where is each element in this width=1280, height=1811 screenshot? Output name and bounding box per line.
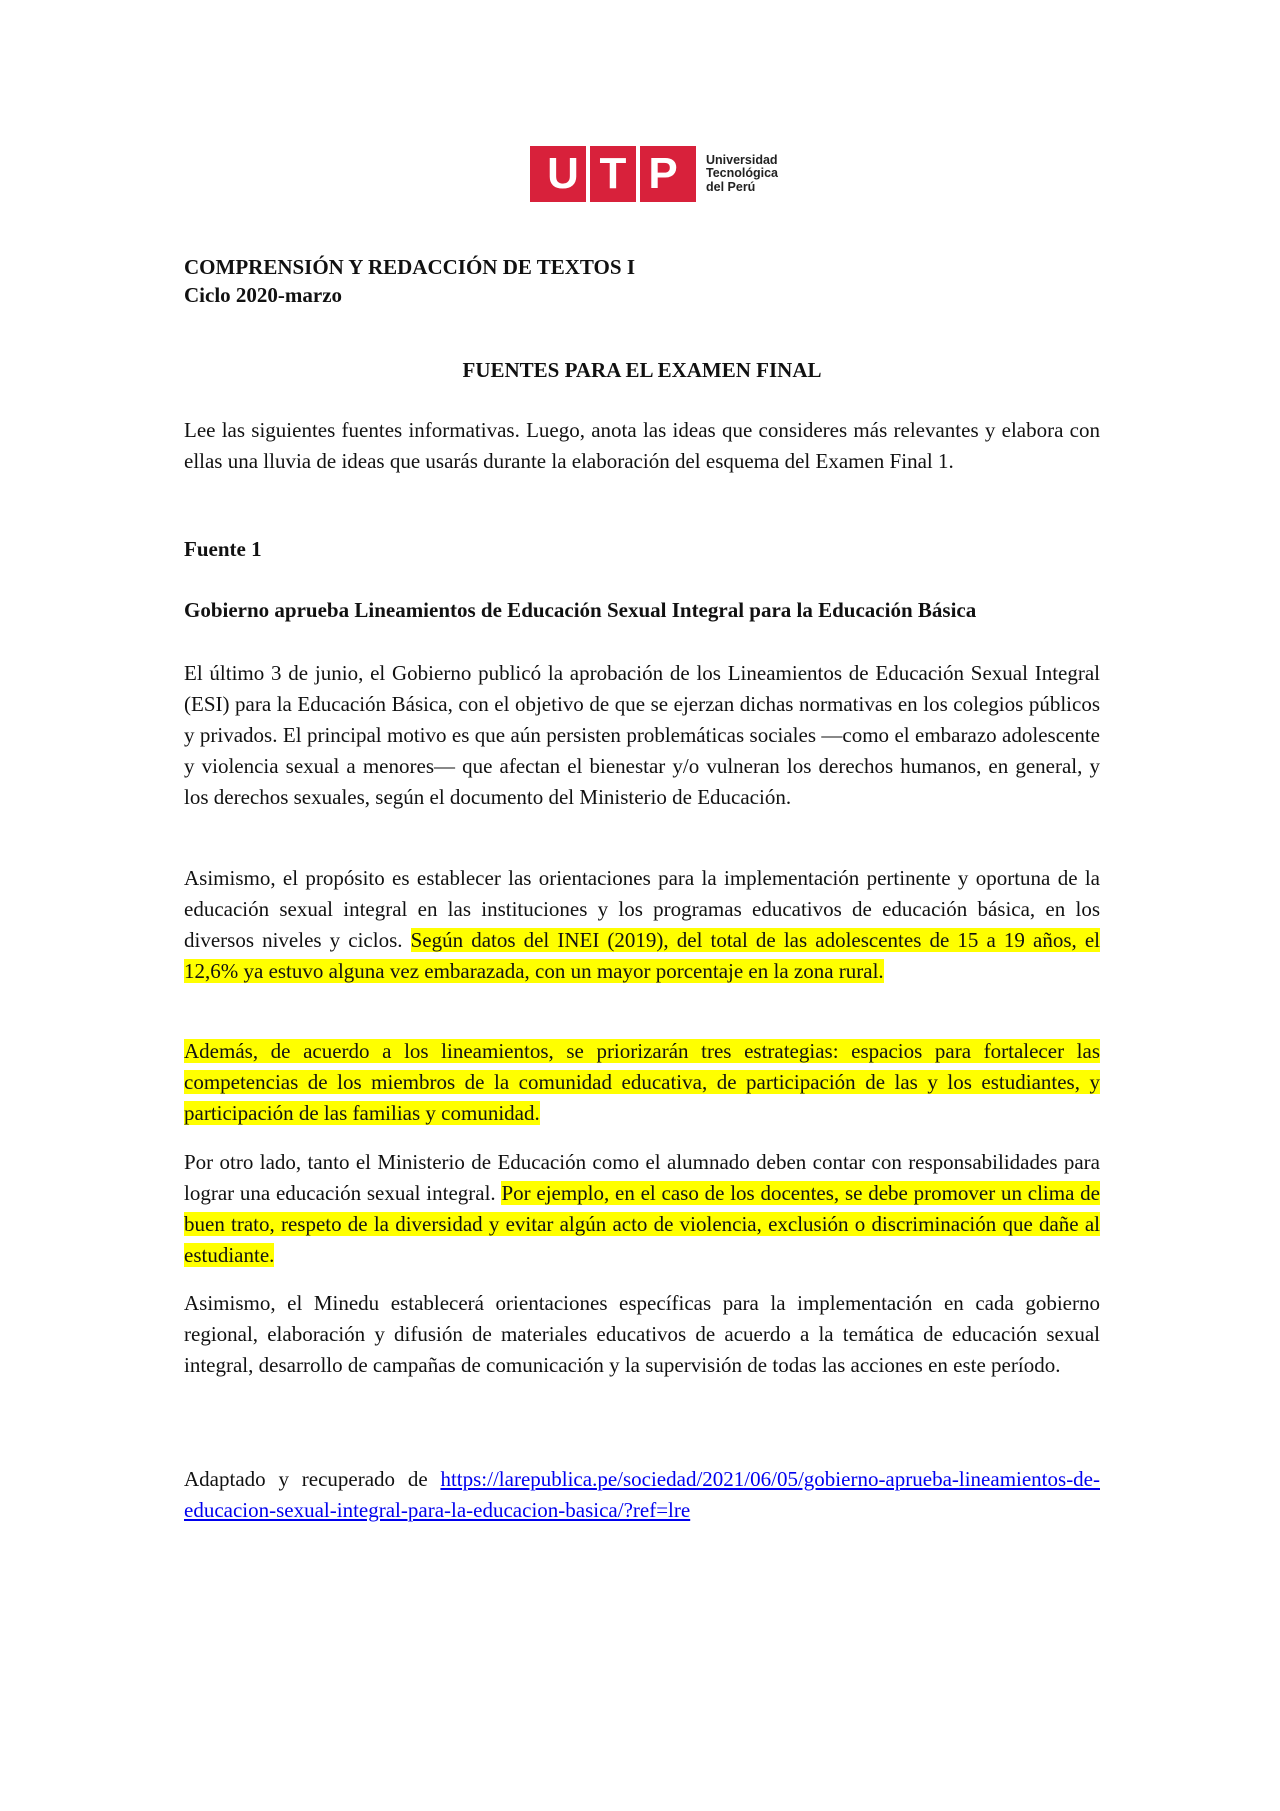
article-headline: Gobierno aprueba Lineamientos de Educación Sexual Integral para la Educación Básica bbox=[184, 598, 977, 622]
page-title: FUENTES PARA EL EXAMEN FINAL bbox=[462, 358, 822, 382]
logo-letter-t: T bbox=[599, 149, 627, 198]
article-paragraph-1: El último 3 de junio, el Gobierno publicó la aprobación de los Lineamientos de Educación Sexual Integral (ESI) para la Educación Básica, con el objetivo de que se ejerzan dichas normativas en los colegios públicos y privados. El principal motivo es que aún persisten problemáticas sociales —como el embarazo adolescente y violencia sexual a menores— que afectan el bienestar y/o vulneran los derechos humanos, en general, y los derechos sexuales, según el documento del Ministerio de Educación. bbox=[184, 661, 1100, 809]
source-label: Fuente 1 bbox=[184, 537, 262, 561]
logo-letter-u: U bbox=[547, 149, 579, 198]
source-link[interactable]: https://larepublica.pe/sociedad/2021/06/05/gobierno-aprueba-lineamientos-de-educacion-sexual-integral-para-la-educacion-basica/?ref=lre bbox=[184, 1467, 1100, 1522]
utp-logo bbox=[530, 146, 778, 202]
article-paragraph-5: Asimismo, el Minedu establecerá orientaciones específicas para la implementación en cada gobierno regional, elaboración y difusión de materiales educativos de acuerdo a la temática de educación sexual integral, desarrollo de campañas de comunicación y la supervisión de todas las acciones en este período. bbox=[184, 1291, 1100, 1377]
attribution bbox=[184, 1464, 1100, 1526]
course-cycle: Ciclo 2020-marzo bbox=[184, 283, 343, 307]
logo-wordmark: Universidad Tecnológica del Perú bbox=[706, 152, 779, 194]
logo-letter-p: P bbox=[648, 149, 678, 198]
article-paragraph-3 bbox=[184, 1036, 1100, 1129]
paragraph-text: Asimismo, el propósito es establecer las orientaciones para la implementación pertinente y oportuna de la educación sexual integral en las instituciones y los programas educativos de educación básica, en los diversos niveles y ciclos. bbox=[184, 866, 1100, 952]
intro-paragraph: Lee las siguientes fuentes informativas. Luego, anota las ideas que consideres más relevantes y elabora con ellas una lluvia de ideas que usarás durante la elaboración del esquema del Examen Final 1. bbox=[184, 418, 1100, 473]
highlighted-text: Además, de acuerdo a los lineamientos, se priorizarán tres estrategias: espacios para fortalecer las competencias de los miembros de la comunidad educativa, de participación de las y los estudiantes, y participación de las familias y comunidad. bbox=[184, 1039, 1100, 1125]
highlighted-text: Por ejemplo, en el caso de los docentes, se debe promover un clima de buen trato, respeto de la diversidad y evitar algún acto de violencia, exclusión o discriminación que dañe al estudiante. bbox=[184, 1181, 1100, 1267]
logo-mark bbox=[530, 146, 696, 202]
attribution-prefix: Adaptado y recuperado de bbox=[184, 1467, 441, 1491]
highlighted-text: Según datos del INEI (2019), del total de las adolescentes de 15 a 19 años, el 12,6% ya estuvo alguna vez embarazada, con un mayor porcentaje en la zona rural. bbox=[184, 928, 1100, 983]
course-header bbox=[184, 253, 1100, 309]
article-paragraph-4 bbox=[184, 1147, 1100, 1271]
article-paragraph-2 bbox=[184, 863, 1100, 987]
paragraph-text: Por otro lado, tanto el Ministerio de Educación como el alumnado deben contar con responsabilidades para lograr una educación sexual integral. bbox=[184, 1150, 1100, 1205]
course-title: COMPRENSIÓN Y REDACCIÓN DE TEXTOS I bbox=[184, 255, 635, 279]
